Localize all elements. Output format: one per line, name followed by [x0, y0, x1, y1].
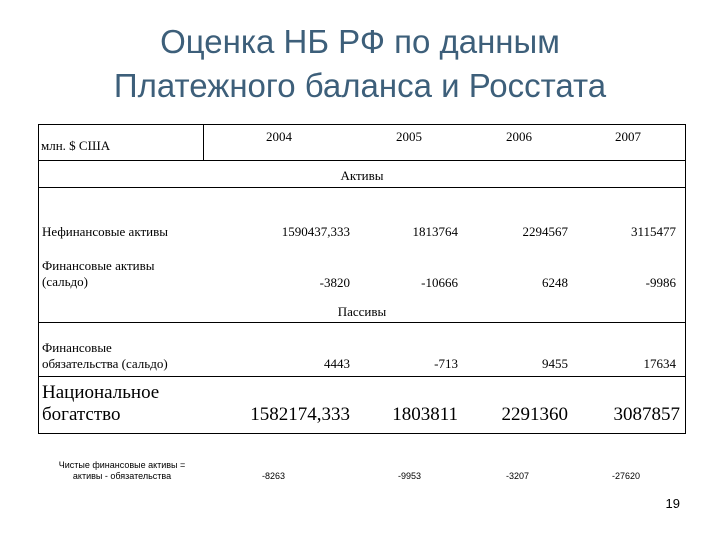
- year-2006: 2006: [506, 129, 532, 144]
- table-border-bottom: [38, 433, 686, 434]
- financial-label-line-1: Финансовые активы: [42, 258, 155, 273]
- assets-heading-line: [38, 187, 686, 188]
- net-financial-label-line-2: активы - обязательства: [72, 471, 172, 481]
- nonfinancial-2005: 1813764: [412, 224, 458, 239]
- wealth-label-line-1: Национальное: [42, 382, 160, 403]
- wealth-label-line-2: богатство: [42, 404, 121, 425]
- financial-2007: -9986: [645, 275, 676, 290]
- balance-table: [38, 124, 686, 434]
- financial-label-line-2: (сальдо): [42, 274, 89, 289]
- liabilities-2005: -713: [434, 356, 458, 371]
- slide-title: [0, 20, 720, 108]
- net-financial-2005: -9953: [398, 471, 422, 481]
- wealth-2007: 3087857: [613, 404, 680, 425]
- liabilities-label-line-1: Финансовые: [42, 340, 112, 355]
- wealth-2005: 1803811: [392, 404, 458, 425]
- header-divider: [203, 124, 204, 160]
- header-bottom-line: [38, 160, 686, 161]
- financial-2005: -10666: [421, 275, 458, 290]
- wealth-top-line: [38, 376, 686, 377]
- nonfinancial-2007: 3115477: [630, 224, 676, 239]
- net-financial-2007: -27620: [612, 471, 641, 481]
- title-line-2: Платежного баланса и Росстата: [113, 67, 607, 104]
- title-line-1: Оценка НБ РФ по данным: [160, 23, 560, 60]
- page-number: 19: [665, 496, 680, 511]
- wealth-2006: 2291360: [501, 404, 568, 425]
- liabilities-label-line-2: обязательства (сальдо): [42, 356, 168, 371]
- liabilities-heading: Пассивы: [337, 304, 387, 319]
- liabilities-2006: 9455: [542, 356, 568, 371]
- net-financial-2004: -8263: [262, 471, 286, 481]
- financial-2006: 6248: [542, 275, 568, 290]
- year-2005: 2005: [396, 129, 422, 144]
- year-2007: 2007: [615, 129, 641, 144]
- financial-2004: -3820: [319, 275, 350, 290]
- nonfinancial-label: Нефинансовые активы: [42, 224, 168, 239]
- nonfinancial-2004: 1590437,333: [281, 224, 350, 239]
- assets-heading: Активы: [340, 168, 384, 183]
- year-2004: 2004: [266, 129, 292, 144]
- liabilities-2004: 4443: [324, 356, 350, 371]
- net-financial-2006: -3207: [506, 471, 530, 481]
- net-financial-label-line-1: Чистые финансовые активы =: [58, 460, 186, 470]
- unit-label: млн. $ США: [41, 138, 111, 153]
- table-border-top: [38, 124, 686, 125]
- wealth-2004: 1582174,333: [250, 404, 350, 425]
- liabilities-heading-line: [38, 322, 686, 323]
- liabilities-2007: 17634: [643, 356, 676, 371]
- nonfinancial-2006: 2294567: [522, 224, 568, 239]
